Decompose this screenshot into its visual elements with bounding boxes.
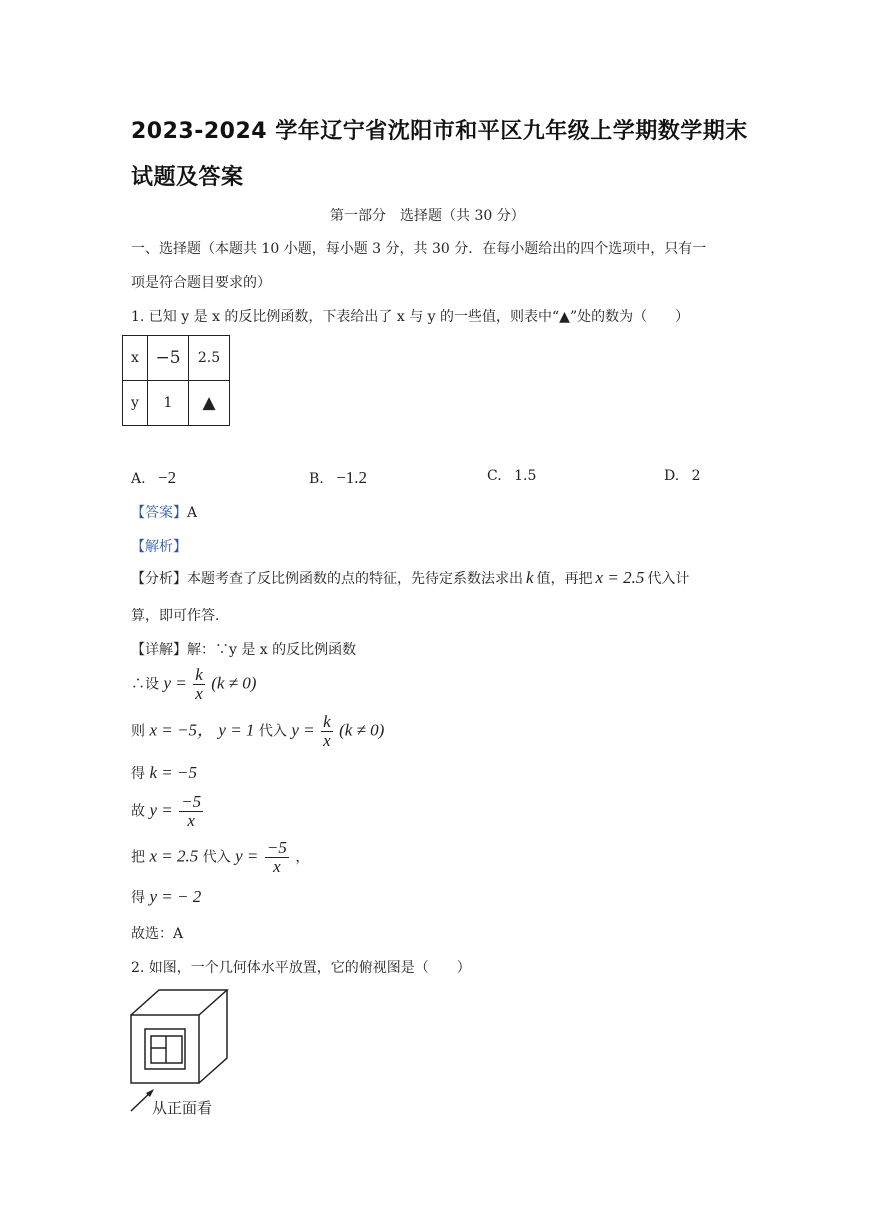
- fenxi-k: k: [526, 568, 534, 587]
- step-1-condition: (k ≠ 0): [211, 673, 257, 693]
- option-b: [309, 468, 367, 488]
- step-2-fraction: [321, 713, 333, 750]
- step-2: [131, 713, 384, 750]
- option-a-value: −2: [158, 468, 177, 487]
- option-d-label: D.: [664, 468, 680, 484]
- step-2-lhs: y =: [291, 720, 315, 740]
- front-view-label: 从正面看: [152, 1099, 213, 1117]
- question-2-stem: 2. 如图，一个几何体水平放置，它的俯视图是（ ）: [131, 960, 471, 976]
- instructions-line2: 项是符合题目要求的）: [131, 275, 271, 291]
- fenxi-eq: x = 2.5: [595, 568, 645, 587]
- table-cell-y-label: y: [123, 381, 148, 426]
- step-1: [131, 666, 256, 703]
- step-6-prefix: 得: [131, 890, 145, 906]
- step-5-fraction: [265, 839, 289, 876]
- option-d-value: 2: [691, 468, 701, 484]
- step-5-end: ，: [295, 849, 310, 866]
- option-b-value: −1.2: [336, 468, 368, 487]
- option-c: [487, 468, 536, 484]
- step-1-lhs: y =: [163, 673, 187, 693]
- cube-side-face: [199, 990, 227, 1083]
- table-cell-x-label: x: [123, 336, 148, 381]
- fenxi-text-2: 值，再把: [536, 571, 593, 587]
- fenxi-text-3: 代入计: [647, 571, 690, 587]
- value-table: [122, 335, 230, 426]
- step-1-numerator: k: [195, 665, 203, 684]
- fenxi-text-1: 本题考查了反比例函数的点的特征，先待定系数法求出: [187, 571, 523, 587]
- section-heading: 第一部分 选择题（共 30 分）: [330, 208, 525, 224]
- document-title-line2: 试题及答案: [131, 165, 244, 190]
- table-cell-y1: 1: [148, 381, 189, 426]
- option-a: [131, 468, 176, 488]
- step-5-mid: 代入: [202, 849, 231, 866]
- step-2-prefix: 则: [131, 723, 145, 740]
- step-3-eq: k = −5: [149, 763, 197, 782]
- step-1-fraction: [193, 666, 205, 703]
- fenxi-line2: 算，即可作答．: [131, 608, 229, 624]
- step-2-numerator: k: [323, 712, 331, 731]
- table-cell-x2: 2.5: [189, 336, 230, 381]
- step-5-numerator: −5: [266, 838, 287, 857]
- cube-top-face: [131, 990, 227, 1015]
- step-2-a: x = −5，: [149, 720, 214, 740]
- step-1-denominator: x: [195, 684, 203, 703]
- analysis-tag-text: 【解析】: [131, 539, 187, 555]
- step-4-numerator: −5: [181, 792, 202, 811]
- choose-line: 故选：A: [131, 926, 184, 942]
- xiangjie-line: [131, 639, 356, 659]
- step-2-mid: 代入: [258, 723, 287, 740]
- step-6: [131, 887, 201, 907]
- geometric-solid-figure: [124, 985, 234, 1115]
- step-4-prefix: 故: [131, 803, 145, 820]
- step-4-lhs: y =: [149, 800, 173, 820]
- step-6-eq: y = − 2: [149, 887, 202, 906]
- table-cell-x1: −5: [148, 336, 189, 381]
- step-5: [131, 839, 309, 876]
- answer-tag: 【答案】: [131, 505, 187, 521]
- step-5-denominator: x: [273, 857, 281, 876]
- option-b-label: B.: [309, 471, 324, 487]
- table-cell-y2-triangle: ▲: [189, 381, 230, 426]
- step-5-prefix: 把: [131, 849, 145, 866]
- option-c-label: C.: [487, 468, 502, 484]
- document-title-line1: 2023-2024 学年辽宁省沈阳市和平区九年级上学期数学期末: [131, 119, 748, 144]
- step-2-denominator: x: [323, 731, 331, 750]
- step-3-prefix: 得: [131, 766, 145, 782]
- step-3: [131, 763, 197, 783]
- step-5-lhs: y =: [235, 846, 259, 866]
- analysis-tag: [131, 536, 187, 556]
- xiangjie-tag: 【详解】: [131, 642, 187, 658]
- step-1-prefix: ∴设: [131, 676, 159, 693]
- option-d: [664, 468, 701, 484]
- xiangjie-text: 解：∵y 是 x 的反比例函数: [187, 642, 357, 658]
- answer-value: A: [187, 505, 198, 521]
- step-4: [131, 793, 205, 830]
- option-c-value: 1.5: [514, 468, 537, 484]
- step-5-a: x = 2.5: [149, 846, 199, 866]
- step-4-denominator: x: [187, 811, 195, 830]
- option-a-label: A.: [131, 471, 146, 487]
- fenxi-tag: 【分析】: [131, 571, 187, 587]
- question-1-stem: 1. 已知 y 是 x 的反比例函数，下表给出了 x 与 y 的一些值，则表中“▲”处的数为（ ）: [131, 309, 690, 325]
- step-2-b: y = 1: [218, 720, 255, 740]
- step-4-fraction: [179, 793, 203, 830]
- fenxi-line1: [131, 568, 689, 588]
- step-2-condition: (k ≠ 0): [339, 720, 385, 740]
- cube-front-face: [131, 1015, 199, 1083]
- answer-line: [131, 502, 197, 522]
- instructions-line1: 一、选择题（本题共 10 小题，每小题 3 分，共 30 分．在每小题给出的四个选项中，只有一: [131, 241, 707, 257]
